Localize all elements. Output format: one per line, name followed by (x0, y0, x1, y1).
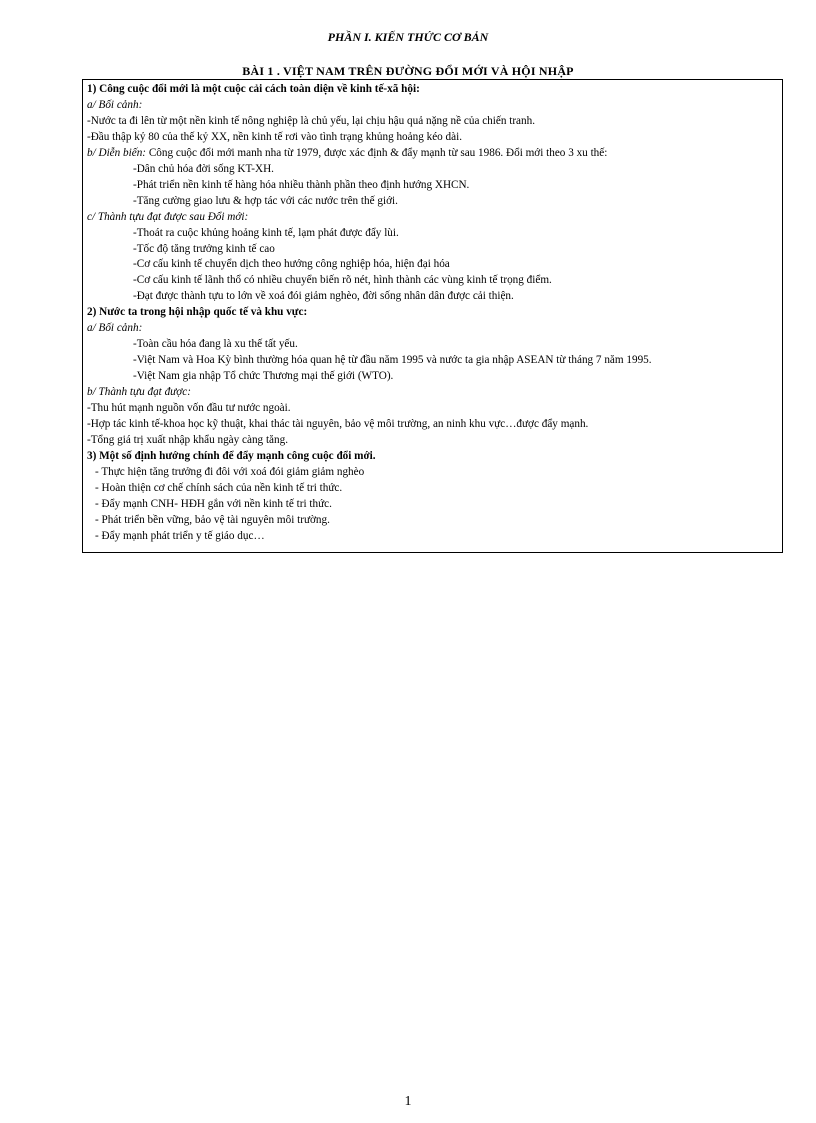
section-1-achievement-item: -Cơ cấu kinh tế chuyển dịch theo hướng công nghiệp hóa, hiện đại hóa (133, 258, 450, 271)
section-1-background-item: -Đầu thập kỷ 80 của thế kỷ XX, nền kinh tế rơi vào tình trạng khủng hoảng kéo dài. (87, 130, 463, 143)
section-1-achievement-item: -Cơ cấu kinh tế lãnh thổ có nhiều chuyển biến rõ nét, hình thành các vùng kinh tế trọng điểm. (133, 274, 552, 287)
section-1-progress-label: b/ Diễn biến: (87, 146, 147, 159)
section-2-achievements-label: b/ Thành tựu đạt được: (87, 386, 191, 399)
section-2-background-item: -Việt Nam gia nhập Tổ chức Thương mại thế giới (WTO). (133, 370, 394, 383)
section-1-background-label: a/ Bối cảnh: (87, 98, 143, 111)
section-2-achievement-item: -Tổng giá trị xuất nhập khẩu ngày càng tăng. (87, 433, 289, 446)
section-2-achievement-item: -Hợp tác kinh tế-khoa học kỹ thuật, khai thác tài nguyên, bảo vệ môi trường, an ninh khu vực…được đẩy mạnh. (87, 418, 589, 431)
section-2-achievement-item: -Thu hút mạnh nguồn vốn đầu tư nước ngoài. (87, 402, 291, 415)
section-3-item: - Đẩy mạnh phát triển y tế giáo dục… (95, 529, 265, 542)
section-2-background-item: -Việt Nam và Hoa Kỳ bình thường hóa quan hệ từ đầu năm 1995 và nước ta gia nhập ASEAN từ tháng 7 năm 1995. (133, 354, 652, 367)
section-1-trend-item: -Dân chủ hóa đời sống KT-XH. (133, 162, 274, 175)
section-3-item: - Hoàn thiện cơ chế chính sách của nền kinh tế tri thức. (95, 481, 343, 494)
content-box (82, 79, 783, 553)
lesson-title: BÀI 1 . VIỆT NAM TRÊN ĐƯỜNG ĐỔI MỚI VÀ HỘI NHẬP (242, 64, 574, 78)
section-2-background-label: a/ Bối cảnh: (87, 322, 143, 335)
section-1-progress-text: Công cuộc đổi mới manh nha từ 1979, được xác định & đẩy mạnh từ sau 1986. Đổi mới theo 3 xu thế: (146, 146, 608, 159)
section-3-item: - Thực hiện tăng trưởng đi đôi với xoá đói giảm giảm nghèo (95, 465, 365, 478)
section-1-achievement-item: -Đạt được thành tựu to lớn về xoá đói giảm nghèo, đời sống nhân dân được cải thiện. (133, 290, 514, 303)
section-1-achievement-item: -Thoát ra cuộc khủng hoảng kinh tế, lạm phát được đẩy lùi. (133, 226, 399, 239)
page-number: 1 (404, 1094, 412, 1109)
section-1-trend-item: -Tăng cường giao lưu & hợp tác với các nước trên thế giới. (133, 194, 398, 207)
section-1-progress (87, 146, 778, 162)
section-1-trend-item: -Phát triển nền kinh tế hàng hóa nhiều thành phần theo định hướng XHCN. (133, 178, 470, 191)
section-2-background-item: -Toàn cầu hóa đang là xu thế tất yếu. (133, 338, 298, 351)
section-3-heading: 3) Một số định hướng chính để đẩy mạnh công cuộc đổi mới. (87, 449, 376, 462)
section-1-heading: 1) Công cuộc đổi mới là một cuộc cải cách toàn diện về kinh tế-xã hội: (87, 83, 420, 95)
section-2-heading: 2) Nước ta trong hội nhập quốc tế và khu vực: (87, 306, 308, 319)
part-title: PHẦN I. KIẾN THỨC CƠ BẢN (327, 30, 489, 44)
section-1-background-item: -Nước ta đi lên từ một nền kinh tế nông nghiệp là chủ yếu, lại chịu hậu quả nặng nề của chiến tranh. (87, 114, 536, 127)
section-3-item: - Phát triển bền vững, bảo vệ tài nguyên môi trường. (95, 513, 330, 526)
section-1-achievements-label: c/ Thành tựu đạt được sau Đổi mới: (87, 210, 249, 223)
section-3-item: - Đẩy mạnh CNH- HĐH gắn với nền kinh tế tri thức. (95, 497, 332, 510)
section-1-achievement-item: -Tốc độ tăng trưởng kinh tế cao (133, 242, 275, 255)
